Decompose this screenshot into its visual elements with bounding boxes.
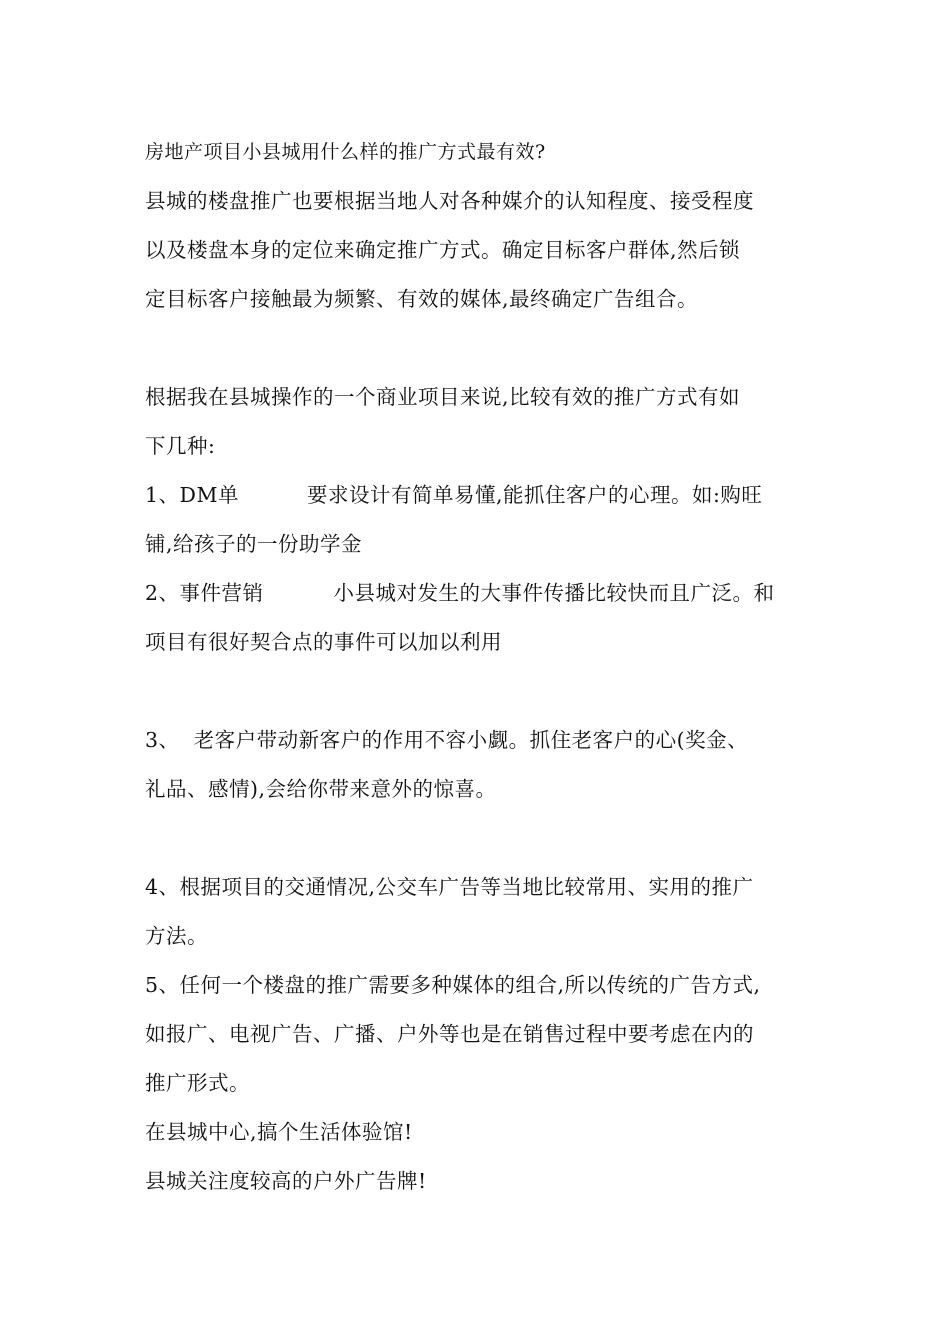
item2-line-2: 项目有很好契合点的事件可以加以利用 [145, 630, 502, 654]
item5-line-2: 如报广、电视广告、广播、户外等也是在销售过程中要考虑在内的 [145, 1022, 754, 1046]
item1-line-2: 铺,给孩子的一份助学金 [145, 532, 363, 556]
item2-text: 小县城对发生的大事件传播比较快而且广泛。和 [333, 581, 775, 605]
item4-line-1: 4、根据项目的交通情况,公交车广告等当地比较常用、实用的推广 [145, 875, 754, 899]
item5-line-3: 推广形式。 [145, 1071, 250, 1095]
closing-line-2: 县城关注度较高的户外广告牌! [145, 1169, 427, 1193]
item3-line-1: 3、 老客户带动新客户的作用不容小觑。抓住老客户的心(奖金、 [145, 728, 749, 752]
intro-line-3: 定目标客户接触最为频繁、有效的媒体,最终确定广告组合。 [145, 287, 699, 311]
item5-line-1: 5、任何一个楼盘的推广需要多种媒体的组合,所以传统的广告方式, [145, 973, 761, 997]
item2-line-1 [145, 569, 845, 618]
item4-line-2: 方法。 [145, 924, 208, 948]
item1-label: 1、DM单 [145, 483, 239, 507]
item1-line-1 [145, 471, 845, 520]
document-body [145, 128, 845, 1206]
intro-line-2: 以及楼盘本身的定位来确定推广方式。确定目标客户群体,然后锁 [145, 238, 741, 262]
document-title: 房地产项目小县城用什么样的推广方式最有效? [145, 141, 546, 163]
closing-line-1: 在县城中心,搞个生活体验馆! [145, 1120, 413, 1144]
blank-line [145, 814, 845, 863]
item3-line-2: 礼品、感情),会给你带来意外的惊喜。 [145, 777, 497, 801]
blank-line [145, 667, 845, 716]
lead-line-1: 根据我在县城操作的一个商业项目来说,比较有效的推广方式有如 [145, 385, 741, 409]
lead-line-2: 下几种: [145, 434, 216, 458]
intro-line-1: 县城的楼盘推广也要根据当地人对各种媒介的认知程度、接受程度 [145, 189, 754, 213]
item1-text: 要求设计有简单易懂,能抓住客户的心理。如:购旺 [306, 483, 763, 507]
blank-line [145, 324, 845, 373]
item2-label: 2、事件营销 [145, 581, 264, 605]
